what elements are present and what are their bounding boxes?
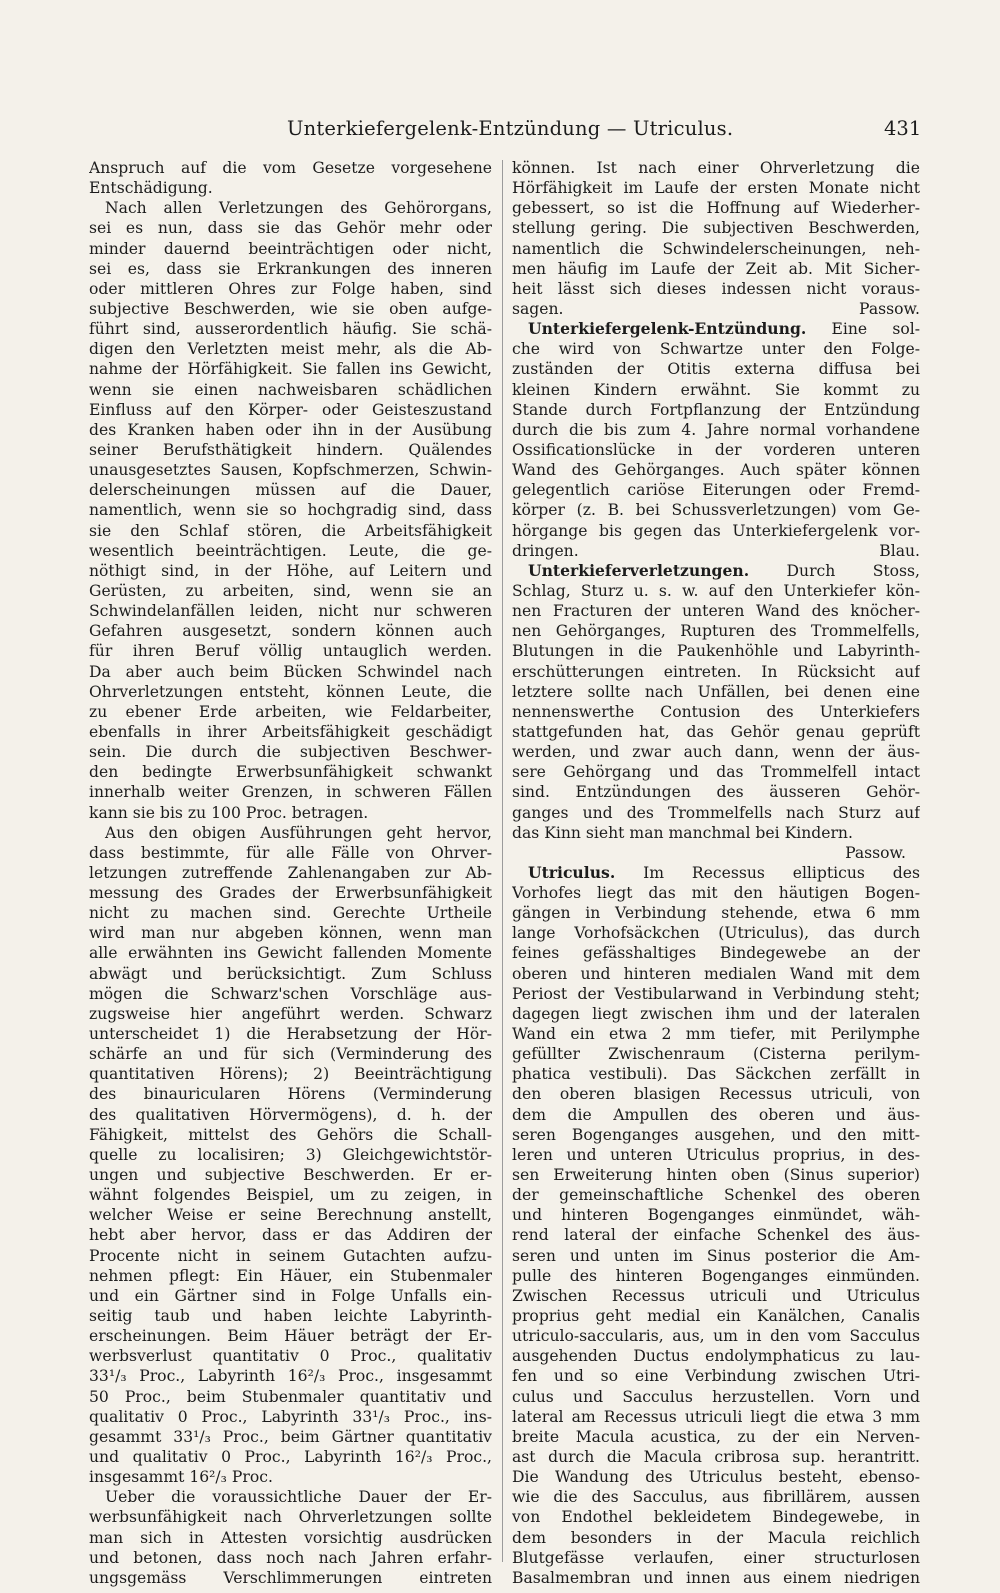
page-header — [0, 117, 1000, 143]
text-line: namentlich die Schwindelerscheinungen, neh- — [512, 239, 920, 258]
text-line: ast durch die Macula cribrosa sup. herantritt. — [512, 1448, 920, 1466]
text-line: alle erwähnten ins Gewicht fallenden Momente — [89, 944, 492, 963]
text-line: dem die Ampullen des oberen und äus- — [512, 1105, 920, 1124]
text-line: unterscheidet 1) die Herabsetzung der Hör- — [89, 1025, 492, 1044]
text-line: seren Bogenganges ausgehen, und den mitt- — [512, 1125, 920, 1144]
text-line: wenn sie einen nachweisbaren schädlichen — [89, 380, 492, 399]
text-line: Periost der Vestibularwand in Verbindung steht; — [512, 984, 920, 1003]
text-line: stellung gering. Die subjectiven Beschwerden, — [512, 219, 920, 238]
text-line: letztere sollte nach Unfällen, bei denen eine — [512, 682, 920, 701]
text-line: Da aber auch beim Bücken Schwindel nach — [89, 662, 492, 681]
text-line: lange Vorhofsäckchen (Utriculus), das durch — [512, 924, 920, 943]
text-line: des Kranken haben oder ihn in der Ausübung — [89, 420, 492, 439]
text-line: ausgehenden Ductus endolymphaticus zu lau- — [512, 1347, 920, 1366]
text-line: wie die des Sacculus, aus fibrillärem, aussen — [512, 1488, 920, 1507]
text-line: nennenswerthe Contusion des Unterkiefers — [512, 702, 920, 721]
text-line: des qualitativen Hörvermögens), d. h. der — [89, 1105, 492, 1124]
text-line: das Kinn sieht man manchmal bei Kindern. — [512, 823, 853, 842]
text-line: hebt aber hervor, dass er das Addiren der — [89, 1226, 492, 1245]
text-line: men häufig im Laufe der Zeit ab. Mit Sicher- — [512, 259, 920, 278]
text-line: sein. Die durch die subjectiven Beschwer- — [89, 743, 492, 762]
text-line: Anspruch auf die vom Gesetze vorgesehene — [89, 159, 492, 177]
text-line: gängen in Verbindung stehende, etwa 6 mm — [512, 904, 920, 923]
section-heading: Utriculus. — [528, 862, 616, 882]
text-line: innerhalb weiter Grenzen, in schweren Fällen — [89, 783, 492, 802]
text-line: und hinteren Bogenganges einmündet, wäh- — [512, 1206, 920, 1225]
text-line: werbsverlust quantitativ 0 Proc., qualitativ — [89, 1347, 492, 1366]
text-line: dem besonders in der Macula reichlich — [512, 1528, 920, 1547]
column-divider — [502, 160, 503, 1562]
text-line: schärfe an und für sich (Verminderung des — [89, 1045, 492, 1064]
text-line: welcher Weise er seine Berechnung anstellt, — [89, 1206, 492, 1225]
text-line: man sich in Attesten vorsichtig ausdrücken — [89, 1528, 492, 1547]
text-line: heit lässt sich dieses indessen nicht voraus- — [512, 279, 920, 298]
text-line: sie den Schlaf stören, die Arbeitsfähigkeit — [89, 521, 492, 540]
text-line: stattgefunden hat, das Gehör genau geprüft — [512, 722, 920, 741]
text-line: sind. Entzündungen des äusseren Gehör- — [512, 783, 920, 802]
text-line: Basalmembran und innen aus einem niedrigen — [512, 1568, 920, 1587]
text-line: nahme der Hörfähigkeit. Sie fallen ins Gewicht, — [89, 360, 492, 379]
text-line: Gerüsten, zu arbeiten, sind, wenn sie an — [89, 581, 492, 600]
text-line: Ossificationslücke in der vorderen unteren — [512, 440, 920, 459]
text-line: delerscheinungen müssen auf die Dauer, — [89, 481, 492, 500]
text-line: feines gefässhaltiges Bindegewebe an der — [512, 944, 920, 963]
text-line: von Endothel bekleidetem Bindegewebe, in — [512, 1508, 920, 1527]
text-line: dringen. Blau. — [512, 541, 920, 560]
text-line: qualitativ 0 Proc., Labyrinth 33¹/₃ Proc., ins- — [89, 1407, 492, 1426]
section-heading: Unterkiefergelenk-Entzündung. — [528, 319, 807, 339]
text-line: utriculo-saccularis, aus, um in den vom Sacculus — [512, 1327, 920, 1346]
text-line: Ohrverletzungen entsteht, können Leute, die — [89, 682, 492, 701]
text-line: nicht zu machen sind. Gerechte Urtheile — [89, 904, 492, 923]
text-line: rend lateral der einfache Schenkel des äus- — [512, 1226, 920, 1245]
text-line: Fähigkeit, mittelst des Gehörs die Schall- — [89, 1125, 492, 1144]
text-line: kleinen Kindern erwähnt. Sie kommt zu — [512, 380, 920, 399]
text-line: zuständen der Otitis externa diffusa bei — [512, 360, 920, 379]
text-line: mögen die Schwarz'schen Vorschläge aus- — [89, 984, 492, 1003]
text-line: körper (z. B. bei Schussverletzungen) vom Ge- — [512, 501, 920, 520]
right-column — [512, 158, 920, 1588]
text-line: dagegen liegt zwischen ihm und der lateralen — [512, 1004, 920, 1023]
text-line: Die Wandung des Utriculus besteht, ebenso- — [512, 1468, 920, 1487]
text-line: durch die bis zum 4. Jahre normal vorhandene — [512, 420, 920, 439]
text-line: gefüllter Zwischenraum (Cisterna perilym- — [512, 1045, 920, 1064]
text-line: sagen. Passow. — [512, 299, 920, 318]
text-line — [512, 863, 920, 883]
text-line: Blutgefässe verlaufen, einer structurlosen — [512, 1548, 920, 1567]
page-number: 431 — [884, 117, 922, 140]
text-line: ebenfalls in ihrer Arbeitsfähigkeit geschädigt — [89, 722, 492, 741]
text-line: Nach allen Verletzungen des Gehörorgans, — [105, 199, 492, 218]
text-line: wesentlich beeinträchtigen. Leute, die ge- — [89, 541, 492, 560]
text-line: nen Fracturen der unteren Wand des knöcher- — [512, 602, 920, 621]
text-line: proprius geht medial ein Kanälchen, Canalis — [512, 1307, 920, 1326]
text-line: können. Ist nach einer Ohrverletzung die — [512, 159, 920, 177]
text-line — [512, 319, 920, 339]
text-line: Schwindelanfällen leiden, nicht nur schweren — [89, 602, 492, 621]
text-line: Stande durch Fortpflanzung der Entzündung — [512, 400, 920, 419]
text-line: den oberen blasigen Recessus utriculi, von — [512, 1085, 920, 1104]
text-line: nöthigt sind, in der Höhe, auf Leitern und — [89, 561, 492, 580]
text-line: des binauricularen Hörens (Verminderung — [89, 1085, 492, 1104]
line-text: Im Recessus ellipticus des — [615, 863, 920, 882]
text-line: sei es, dass sie Erkrankungen des inneren — [89, 259, 492, 278]
text-line: wähnt folgendes Beispiel, um zu zeigen, in — [89, 1186, 492, 1205]
left-column — [89, 158, 492, 1588]
text-line: werden, und zwar auch dann, wenn der äus- — [512, 743, 920, 762]
text-line: seren und unten im Sinus posterior die Am- — [512, 1246, 920, 1265]
text-line: wird man nur abgeben können, wenn man — [89, 924, 492, 943]
text-line: phatica vestibuli). Das Säckchen zerfällt in — [512, 1065, 920, 1084]
text-line: oberen und hinteren medialen Wand mit dem — [512, 964, 920, 983]
text-line: und qualitativ 0 Proc., Labyrinth 16²/₃ Proc., — [89, 1448, 492, 1466]
text-line: für ihren Beruf völlig untauglich werden. — [89, 642, 492, 661]
text-line: Wand des Gehörganges. Auch später können — [512, 461, 920, 480]
text-line: Passow. — [845, 843, 906, 862]
text-line: der gemeinschaftliche Schenkel des oberen — [512, 1186, 920, 1205]
text-line: namentlich, wenn sie so hochgradig sind, dass — [89, 501, 492, 520]
text-line: culus und Sacculus herzustellen. Vorn und — [512, 1387, 920, 1406]
text-line: hörgange bis gegen das Unterkiefergelenk vor- — [512, 521, 920, 540]
text-line: nehmen pflegt: Ein Häuer, ein Stubenmaler — [89, 1266, 492, 1285]
text-line: unausgesetztes Sausen, Kopfschmerzen, Schwin- — [89, 461, 492, 480]
text-line: nen Gehörganges, Rupturen des Trommelfells, — [512, 622, 920, 641]
text-line: che wird von Schwartze unter den Folge- — [512, 340, 920, 359]
text-line: lateral am Recessus utriculi liegt die etwa 3 mm — [512, 1407, 920, 1426]
text-line: letzungen zutreffende Zahlenangaben zur Ab- — [89, 863, 492, 882]
text-line: insgesammt 16²/₃ Proc. — [89, 1468, 273, 1487]
text-line: Hörfähigkeit im Laufe der ersten Monate nicht — [512, 179, 920, 198]
text-line: abwägt und berücksichtigt. Zum Schluss — [89, 964, 492, 983]
text-line: Einfluss auf den Körper- oder Geisteszustand — [89, 400, 492, 419]
text-line: dass bestimmte, für alle Fälle von Ohrver- — [89, 843, 492, 862]
text-line: Blutungen in die Paukenhöhle und Labyrinth- — [512, 642, 920, 661]
text-line: Gefahren ausgesetzt, sondern können auch — [89, 622, 492, 641]
text-line: Aus den obigen Ausführungen geht hervor, — [105, 823, 492, 842]
text-line: Zwischen Recessus utriculi und Utriculus — [512, 1286, 920, 1305]
text-line: kann sie bis zu 100 Proc. betragen. — [89, 803, 369, 822]
text-line: quantitativen Hörens); 2) Beeinträchtigung — [89, 1065, 492, 1084]
text-line: 33¹/₃ Proc., Labyrinth 16²/₃ Proc., insgesammt — [89, 1367, 492, 1386]
text-line: und ein Gärtner sind in Folge Unfalls ein- — [89, 1286, 492, 1305]
text-line: gelegentlich cariöse Eiterungen oder Fremd- — [512, 481, 920, 500]
text-line: gesammt 33¹/₃ Proc., beim Gärtner quantitativ — [89, 1427, 492, 1446]
text-line — [512, 561, 920, 581]
text-line: sere Gehörgang und das Trommelfell intact — [512, 763, 920, 782]
text-line: digen den Verletzten meist mehr, als die Ab- — [89, 340, 492, 359]
text-line: Wand ein etwa 2 mm tiefer, mit Perilymphe — [512, 1025, 920, 1044]
text-line: sei es nun, dass sie das Gehör mehr oder — [89, 219, 492, 238]
text-line: Schlag, Sturz u. s. w. auf den Unterkiefer kön- — [512, 581, 920, 600]
text-line: ungsgemäss Verschlimmerungen eintreten — [89, 1568, 492, 1587]
running-title: Unterkiefergelenk-Entzündung — Utriculus. — [287, 117, 734, 140]
text-line: pulle des hinteren Bogenganges einmünden. — [512, 1266, 920, 1285]
text-line: Ueber die voraussichtliche Dauer der Er- — [105, 1488, 492, 1507]
text-line: Entschädigung. — [89, 179, 213, 198]
text-line: sen Erweiterung hinten oben (Sinus superior) — [512, 1166, 920, 1185]
text-line: erscheinungen. Beim Häuer beträgt der Er- — [89, 1327, 492, 1346]
text-line: seitig taub und haben leichte Labyrinth- — [89, 1307, 492, 1326]
text-line: den bedingte Erwerbsunfähigkeit schwankt — [89, 763, 492, 782]
text-line: subjective Beschwerden, wie sie oben aufge- — [89, 299, 492, 318]
text-line: Vorhofes liegt das mit den häutigen Bogen- — [512, 884, 920, 903]
section-heading: Unterkieferverletzungen. — [528, 560, 750, 580]
text-line: messung des Grades der Erwerbsunfähigkeit — [89, 884, 492, 903]
text-line: seiner Berufsthätigkeit hindern. Quälendes — [89, 440, 492, 459]
text-line: Procente nicht in seinem Gutachten aufzu- — [89, 1246, 492, 1265]
text-line: erschütterungen eintreten. In Rücksicht auf — [512, 662, 920, 681]
text-line: zu ebener Erde arbeiten, wie Feldarbeiter, — [89, 702, 492, 721]
text-line: fen und so eine Verbindung zwischen Utri- — [512, 1367, 920, 1386]
text-line: ganges und des Trommelfells nach Sturz auf — [512, 803, 920, 822]
text-line: 50 Proc., beim Stubenmaler quantitativ und — [89, 1387, 492, 1406]
text-line: quelle zu localisiren; 3) Gleichgewichtstör- — [89, 1145, 492, 1164]
text-line: gebessert, so ist die Hoffnung auf Wiederher- — [512, 199, 920, 218]
text-line: breite Macula acustica, zu der ein Nerven- — [512, 1427, 920, 1446]
text-line: zugsweise hier angeführt werden. Schwarz — [89, 1004, 492, 1023]
text-line: führt sind, ausserordentlich häufig. Sie schä- — [89, 320, 492, 339]
text-line: und betonen, dass noch nach Jahren erfahr- — [89, 1548, 492, 1567]
text-line: oder mittleren Ohres zur Folge haben, sind — [89, 279, 492, 298]
line-text: Eine sol- — [806, 320, 920, 339]
line-text: Durch Stoss, — [749, 561, 920, 580]
text-line: ungen und subjective Beschwerden. Er er- — [89, 1166, 492, 1185]
text-line: leren und unteren Utriculus proprius, in des- — [512, 1145, 920, 1164]
text-line: minder dauernd beeinträchtigen oder nicht, — [89, 239, 492, 258]
text-line: werbsunfähigkeit nach Ohrverletzungen sollte — [89, 1508, 492, 1527]
